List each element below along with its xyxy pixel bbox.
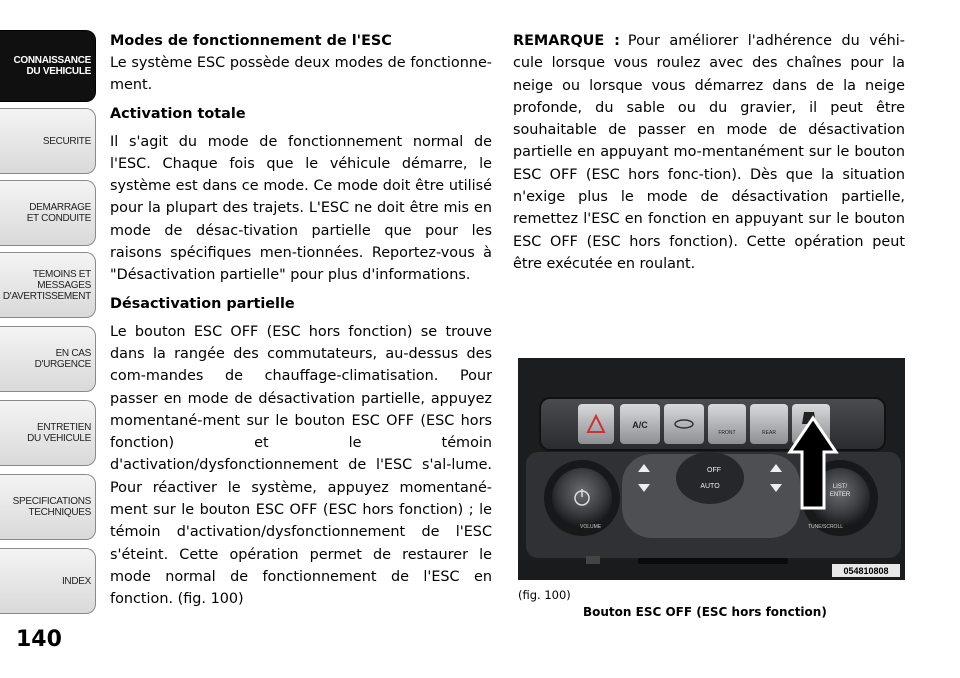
front-defrost-button — [708, 404, 746, 444]
tab-securite[interactable] — [0, 108, 96, 174]
tab-label-line: DU VEHICULE — [26, 66, 91, 77]
heading-partial-deactivation: Désactivation partielle — [110, 295, 295, 312]
page-number: 140 — [16, 627, 62, 652]
paragraph-partial-deactivation: Le bouton ESC OFF (ESC hors fonction) se trouve dans la rangée des commutateurs, au-dessus des com-mandes de chauffage-climatisation. Pour passer en mode de désactivation partielle, appuyez momentané-ment sur le bouton ESC OFF (ESC hors fonction) et le témoin d'activation/dysfonctionnement de l'ESC s'al-lume. Pour réactiver le système, appuyez momentané-ment sur le bouton ESC OFF (ESC hors fonction) ; le témoin d'activation/dysfonctionnement de l'ESC s'éteint. Cette opération permet de restaurer le mode normal de fonctionnement de l'ESC en fonction. (fig. 100) — [110, 323, 492, 608]
tune-label: TUNE/SCROLL — [808, 524, 844, 530]
left-text-column — [110, 30, 492, 611]
enter-label: ENTER — [829, 492, 851, 498]
climate-control-pad — [622, 452, 800, 538]
tab-specifications-techniques[interactable] — [0, 474, 96, 540]
tab-label-line: D'URGENCE — [34, 359, 91, 370]
right-text-column — [513, 30, 905, 275]
heading-full-activation: Activation totale — [110, 105, 246, 122]
tab-label-line: DEMARRAGE — [29, 202, 91, 213]
volume-knob — [552, 468, 612, 528]
remark-paragraph — [513, 30, 905, 275]
tab-label-line: TECHNIQUES — [28, 507, 91, 518]
remark-text: Pour améliorer l'adhérence du véhi-cule lorsque vous roulez avec des chaînes pour la neige ou lorsque vous démarrez dans de la neige profonde, du sable ou du gravier, il peut être souhaitable de passer en mode de désactivation partielle en appuyant mo-mentanément sur le bouton ESC OFF (ESC hors fonc-tion). Dès que la situation n'exige plus le mode de désactivation partielle, remettez l'ESC en fonction en appuyant sur le bouton ESC OFF (ESC hors fonction). Cette opération peut être exécutée en roulant. — [513, 33, 905, 272]
tab-temoins-et-messages[interactable] — [0, 252, 96, 318]
tab-label-line: SECURITE — [42, 135, 91, 147]
figure-number: (fig. 100) — [518, 588, 571, 602]
tab-demarrage-et-conduite[interactable] — [0, 180, 96, 246]
tab-en-cas-d-urgence[interactable] — [0, 326, 96, 392]
remark-label: REMARQUE : — [513, 33, 620, 49]
list-label: LIST/ — [832, 484, 848, 490]
tab-label-line: D'AVERTISSEMENT — [2, 290, 91, 302]
tab-label-line: DU VEHICULE — [27, 433, 91, 444]
paragraph-full-activation: Il s'agit du mode de fonctionnement normal de l'ESC. Chaque fois que le véhicule démarre, le système est dans ce mode. Ce mode doit être utilisé pour la plupart des trajets. L'ESC ne doit être mis en mode de désac-tivation partielle que pour les raisons spécifiques men-tionnées. Reportez-vous à "Désactivation partielle" pour plus d'informations. — [110, 133, 492, 284]
tab-entretien-du-vehicule[interactable] — [0, 400, 96, 466]
heading-esc-modes: Modes de fonctionnement de l'ESC — [110, 33, 392, 49]
fan-off-label: OFF — [707, 467, 721, 474]
chapter-sidebar — [0, 0, 96, 678]
recirculation-button — [664, 404, 704, 444]
tab-label-line: INDEX — [61, 575, 91, 587]
tab-label-line: CONNAISSANCE — [13, 55, 91, 66]
tab-connaissance-du-vehicule[interactable] — [0, 30, 96, 102]
ac-button — [620, 404, 660, 444]
tab-label-line: MESSAGES — [37, 279, 91, 291]
image-code: 054810808 — [843, 566, 889, 576]
auto-label: AUTO — [700, 483, 720, 490]
tab-index[interactable] — [0, 548, 96, 614]
front-label: FRONT — [718, 430, 736, 436]
rear-defrost-button — [750, 404, 788, 444]
volume-label: VOLUME — [580, 524, 602, 530]
tab-label-line: SPECIFICATIONS — [12, 496, 91, 507]
tab-label-line: ENTRETIEN — [37, 422, 91, 433]
ac-label: A/C — [632, 420, 648, 430]
hazard-button — [578, 404, 614, 444]
tab-label-line: TEMOINS ET — [32, 268, 91, 280]
paragraph-esc-modes: Le système ESC possède deux modes de fonctionne-ment. — [110, 55, 492, 94]
tab-label-line: ET CONDUITE — [26, 213, 91, 224]
figure-caption: Bouton ESC OFF (ESC hors fonction) — [583, 605, 827, 619]
figure-esc-off-button — [518, 358, 905, 580]
tab-label-line: EN CAS — [55, 348, 91, 359]
rear-label: REAR — [762, 430, 776, 436]
